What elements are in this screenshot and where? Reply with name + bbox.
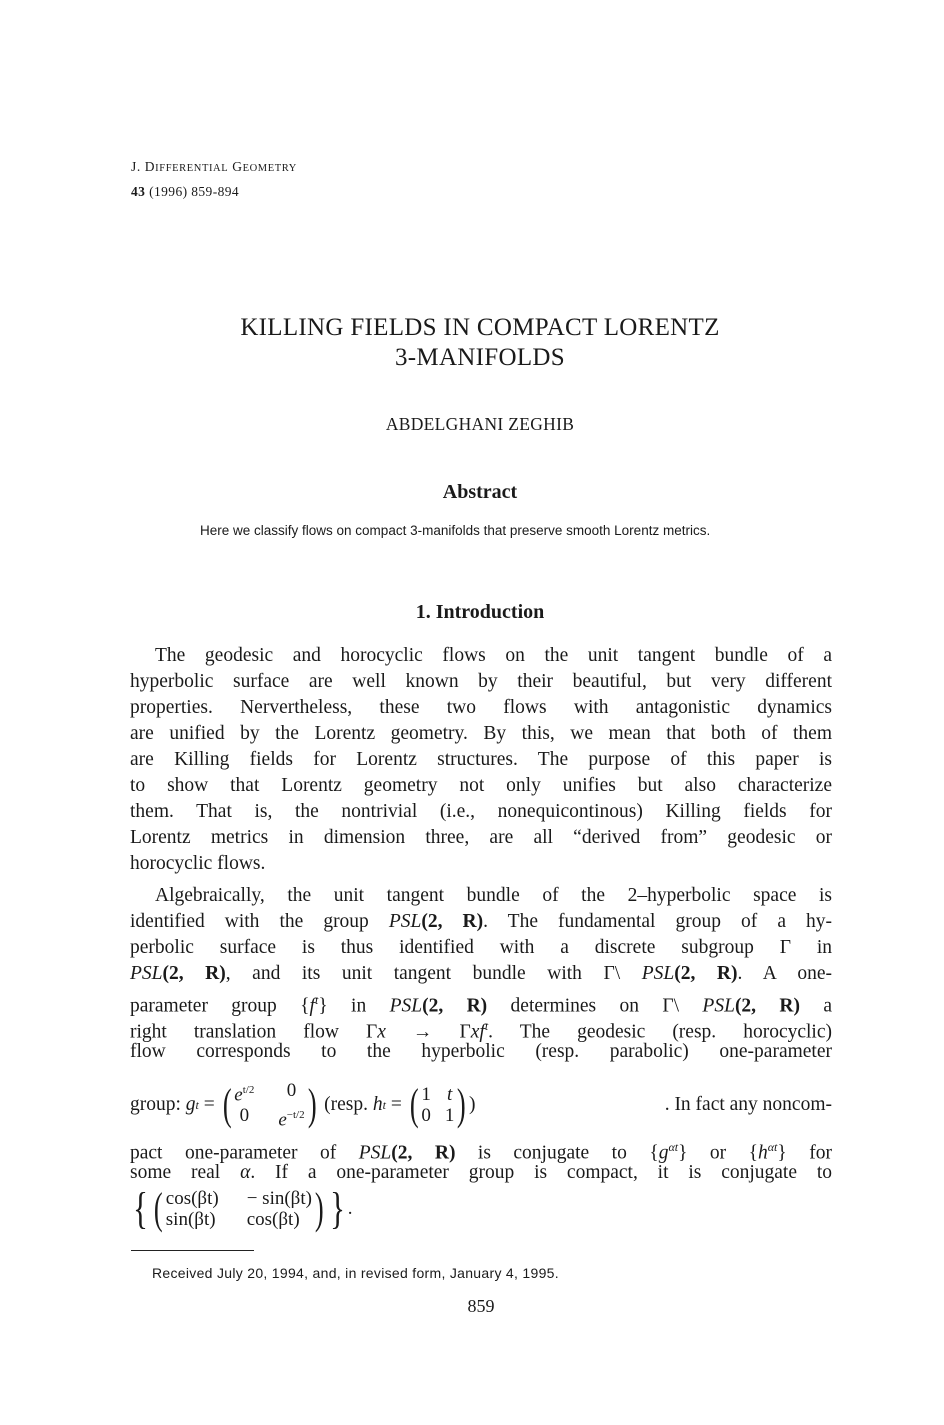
- right-brace: }: [329, 1184, 345, 1233]
- geodesic-matrix: [234, 1080, 304, 1131]
- matrix-cell: 1: [444, 1105, 455, 1126]
- para1-line: hyperbolic surface are well known by their beautiful, but very different: [130, 671, 832, 692]
- right-paren: ): [307, 1080, 317, 1129]
- left-brace: {: [133, 1184, 148, 1233]
- para1-line: are unified by the Lorentz geometry. By this, we mean that both of them: [130, 723, 832, 744]
- rotation-matrix-set: { ( cos(βt) − sin(βt) sin(βt) cos(βt) ) } .: [133, 1184, 353, 1233]
- matrix-cell: cos(βt): [246, 1209, 300, 1230]
- para3-line: some real α. If a one-parameter group is compact, it is conjugate to: [130, 1162, 832, 1183]
- intro-paragraph-1: [130, 643, 832, 877]
- para1-line: properties. Nervertheless, these two flows with antagonistic dynamics: [130, 697, 832, 718]
- para2-line: flow corresponds to the hyperbolic (resp. parabolic) one-parameter: [130, 1041, 832, 1062]
- title-line-1: KILLING FIELDS IN COMPACT LORENTZ: [240, 314, 720, 341]
- right-paren: ): [457, 1080, 467, 1129]
- matrix-cell: − sin(βt): [246, 1188, 312, 1209]
- matrix-equation-line: group: g t = ( $e^{t/2}$ 0 0 $e^{-t/2}$ ) (resp. h t = ( 1 t 0 1 ) ) . In fact any noncom-: [130, 1079, 832, 1131]
- para2-line: perbolic surface is thus identified with a discrete subgroup Γ in: [130, 937, 832, 958]
- right-paren: ): [314, 1184, 324, 1233]
- left-paren: (: [222, 1080, 232, 1129]
- para2-line: identified with the group PSL(2, R). The fundamental group of a hy-: [130, 911, 833, 932]
- intro-paragraph-2: [130, 883, 832, 1065]
- horocyclic-matrix: [421, 1084, 454, 1126]
- abstract-heading: Abstract: [442, 481, 518, 503]
- matrix-cell: t: [447, 1084, 453, 1105]
- para2-line: right translation flow Γx → Γxf$^t$. The geodesic (resp. horocyclic): [130, 1019, 832, 1043]
- left-paren: (: [409, 1080, 419, 1129]
- matrix-cell: $e^{-t/2}$: [278, 1109, 305, 1131]
- journal-volume: 43 (1996) 859-894: [131, 184, 240, 199]
- matrix-cell: cos(βt): [165, 1188, 219, 1209]
- matrix-cell: 0: [286, 1079, 297, 1101]
- page-number: 859: [467, 1296, 495, 1316]
- para2-line: Algebraically, the unit tangent bundle of the 2–hyperbolic space is: [155, 885, 832, 906]
- journal-name: J. DIFFERENTIAL GEOMETRY: [131, 159, 297, 174]
- para1-line: them. That is, the nontrivial (i.e., nonequicontinous) Killing fields for: [130, 801, 832, 822]
- matrix-cell: 0: [421, 1105, 431, 1126]
- para1-line: horocyclic flows.: [130, 853, 266, 874]
- matrix-cell: 1: [421, 1084, 431, 1105]
- para2-line: PSL(2, R), and its unit tangent bundle with Γ\ PSL(2, R). A one-: [130, 963, 832, 984]
- para2-line: parameter group $\{f^t\}$ in PSL(2, R) determines on Γ\ PSL(2, R) a: [130, 993, 833, 1017]
- section-heading: 1. Introduction: [415, 601, 545, 623]
- intro-paragraph-3: [130, 1134, 832, 1186]
- left-paren: (: [154, 1184, 163, 1233]
- para1-line: to show that Lorentz geometry not only unifies but also characterize: [130, 775, 832, 796]
- footnote-rule: [131, 1250, 254, 1251]
- para1-line: are Killing fields for Lorentz structures. The purpose of this paper is: [130, 749, 832, 770]
- para1-line: The geodesic and horocyclic flows on the unit tangent bundle of a: [155, 645, 832, 666]
- abstract-text: Here we classify flows on compact 3-manifolds that preserve smooth Lorentz metrics.: [200, 523, 711, 538]
- matrix-cell: 0: [239, 1105, 250, 1126]
- matrix-cell: sin(βt): [165, 1209, 216, 1230]
- rotation-matrix: [166, 1188, 312, 1230]
- footnote: Received July 20, 1994, and, in revised form, January 4, 1995.: [152, 1265, 559, 1281]
- para1-line: Lorentz metrics in dimension three, are all “derived from” geodesic or: [130, 827, 832, 848]
- title-line-2: 3-MANIFOLDS: [395, 344, 565, 371]
- para3-line: pact one-parameter of PSL(2, R) is conjugate to $\{g^{\alpha t}\}$ or $\{h^{\alpha t}\}$ for: [130, 1140, 832, 1164]
- matrix-cell: $e^{t/2}$: [234, 1083, 255, 1105]
- paper-title: [130, 313, 830, 373]
- author: ABDELGHANI ZEGHIB: [385, 414, 575, 434]
